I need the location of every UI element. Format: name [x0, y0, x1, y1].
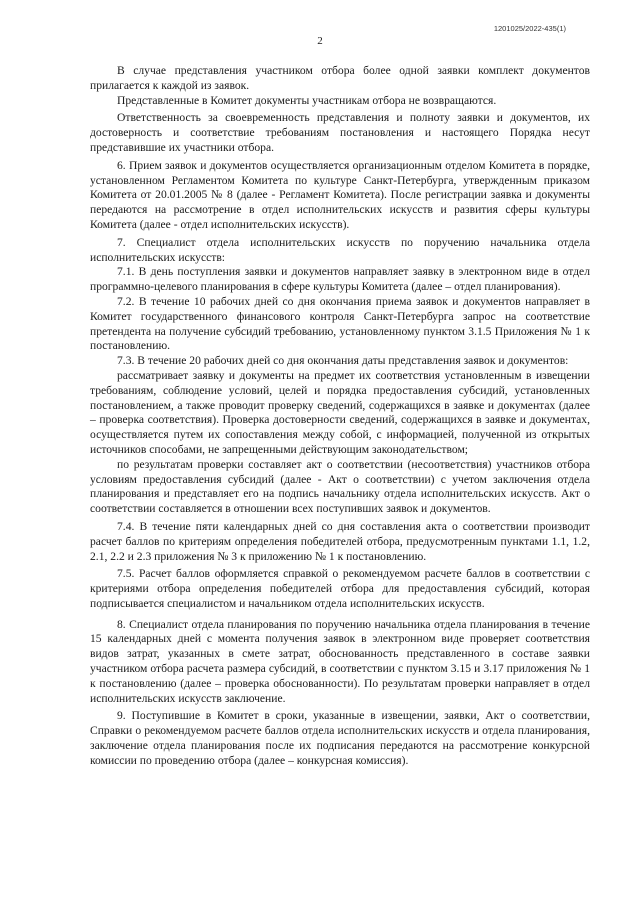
page-number: 2 [317, 35, 323, 47]
paragraph: 8. Специалист отдела планирования по поручению начальника отдела планирования в течение 15 календарных дней с момента получения заявок в электронном виде проверяет соответствия видов затрат, указанных в смете затрат, обоснованность представленного в составе заявки участником отбора расчета размера субсидий, в соответствии с пунктом 3.15 и 3.17 приложения № 1 к постановлению (далее – проверка обоснованности). По результатам проверки направляет в отдел исполнительских искусств заключение. [90, 617, 590, 705]
paragraph: В случае представления участником отбора более одной заявки комплект документов прилагается к каждой из заявок. [90, 64, 590, 92]
document-id: 1201025/2022-435(1) [493, 24, 566, 33]
paragraph: 7.1. В день поступления заявки и документов направляет заявку в электронном виде в отдел программно-целевого планирования в сфере культуры Комитета (далее – отдел планирования). [90, 265, 590, 294]
paragraph: 7. Специалист отдела исполнительских искусств по поручению начальника отдела исполнительских искусств: [90, 235, 590, 264]
document-body [90, 64, 590, 769]
paragraph: 7.4. В течение пяти календарных дней со дня составления акта о соответствии производит расчет баллов по критериям определения победителей отбора, предусмотренным пунктами 1.1, 1.2, 2.1, 2.2 и 2.3 приложения № 3 к приложению № 1 к постановлению. [90, 519, 590, 563]
paragraph: 9. Поступившие в Комитет в сроки, указанные в извещении, заявки, Акт о соответствии, Справки о рекомендуемом расчете баллов отдела исполнительских искусств и отдела планирования, заключение отдела планирования после их подписания передаются на рассмотрение конкурсной комиссии по проведению отбора (далее – конкурсная комиссия). [90, 709, 590, 767]
paragraph: 7.5. Расчет баллов оформляется справкой о рекомендуемом расчете баллов в соответствии с критериями отбора определения победителей отбора для предоставления субсидий, которая подписывается специалистом и начальником отдела исполнительских искусств. [90, 567, 590, 610]
paragraph: Ответственность за своевременность представления и полноту заявки и документов, их достоверность и соответствие требованиям постановления и настоящего Порядка несут представившие их участники отбора. [90, 111, 590, 154]
paragraph: рассматривает заявку и документы на предмет их соответствия установленным в извещении требованиям, соблюдение условий, целей и порядка предоставления субсидий, установленных постановлением, а также проводит проверку сведений, содержащихся в заявке и документах (далее – проверка соответствия). Проверка достоверности сведений, содержащихся в заявке и документах, осуществляется путем их сопоставления между собой, с информацией, полученной из открытых источников способами, не запрещенными действующим законодательством; [90, 368, 590, 456]
paragraph: 7.2. В течение 10 рабочих дней со дня окончания приема заявок и документов направляет в Комитет государственного финансового контроля Санкт-Петербурга запрос на соответствие претендента на получение субсидий требованию, установленному пунктом 3.1.5 Приложения № 1 к постановлению. [90, 294, 590, 353]
paragraph: по результатам проверки составляет акт о соответствии (несоответствия) участников отбора условиям предоставления субсидий (далее - Акт о соответствии) с учетом заключения отдела планирования и представляет его на подпись начальнику отдела исполнительских искусств. Акт о соответствии составляется в отношении всех поступивших заявок и документов. [90, 457, 590, 516]
paragraph: 6. Прием заявок и документов осуществляется организационным отделом Комитета в порядке, установленном Регламентом Комитета по культуре Санкт-Петербурга, утвержденным приказом Комитета от 20.01.2005 № 8 (далее - Регламент Комитета). После регистрации заявка и документы передаются на рассмотрение в отдел исполнительских искусств и развития сферы культуры Комитета (далее - отдел исполнительских искусств). [90, 158, 590, 231]
paragraph: 7.3. В течение 20 рабочих дней со дня окончания даты представления заявок и документов: [117, 354, 569, 368]
paragraph: Представленные в Комитет документы участникам отбора не возвращаются. [117, 93, 497, 107]
